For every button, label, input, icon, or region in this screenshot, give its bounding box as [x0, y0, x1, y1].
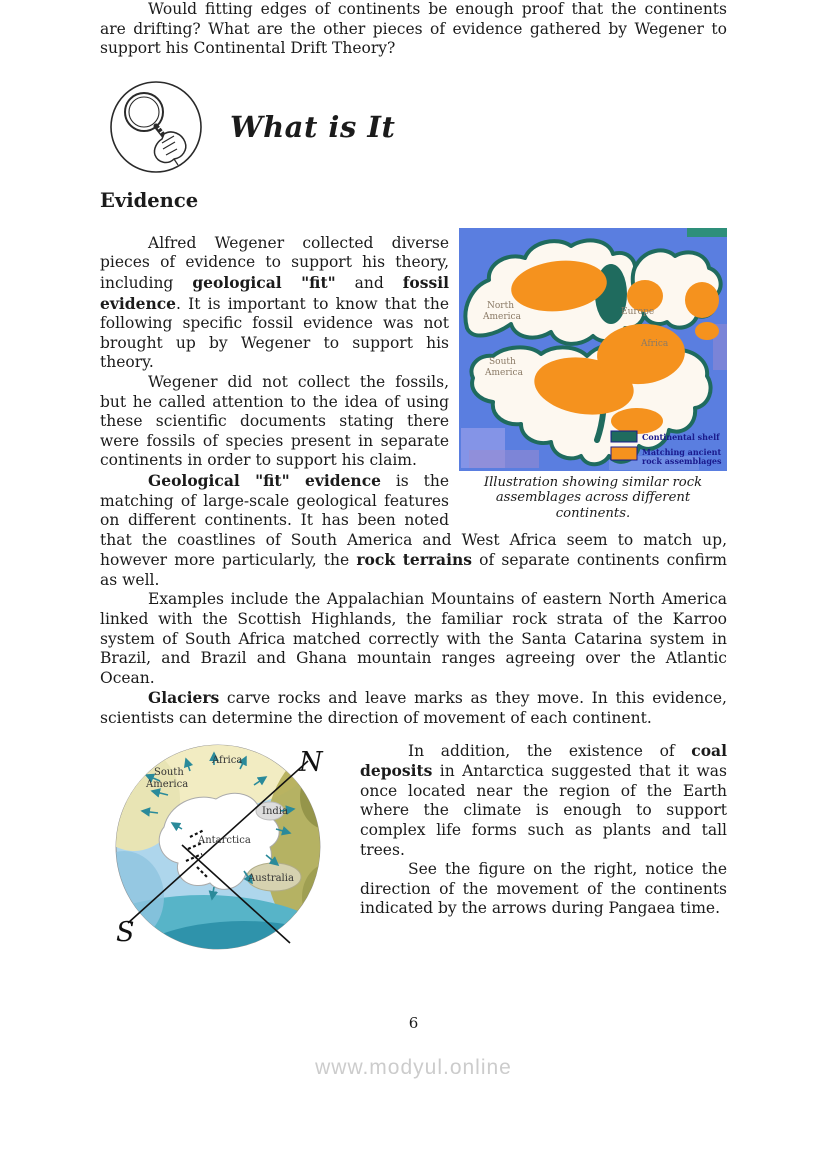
map-label-south-america-2: America [485, 367, 523, 378]
map-caption: Illustration showing similar rock assemblages across different continents. [483, 474, 703, 521]
intro-paragraph: Would fitting edges of continents be enough proof that the continents are drifting? What are the other pieces of evidence gathered by Wegener to support his Continental Drift Theory? [100, 0, 727, 58]
globe-label-australia: Australia [248, 872, 294, 884]
map-label-europe: Europe [621, 306, 655, 317]
globe-compass-north: N [299, 746, 323, 778]
magnifier-hand-icon [108, 79, 204, 175]
map-label-south-america: South [489, 356, 516, 367]
paragraph-geological-fit: Geological "fit" evidence is the matching of large-scale geological features on different continents. It has been noted that the coastlines of South America and West Africa seem to match up, however more particularly, the rock terrains of separate continents confirm as well. [100, 470, 728, 589]
evidence-section [100, 234, 727, 591]
evidence-heading: Evidence [100, 188, 199, 212]
paragraph-see-figure: See the figure on the right, notice the direction of the movement of the continents indicated by the arrows during Pangaea time. [360, 860, 727, 918]
globe-label-south-america-2: America [146, 778, 189, 790]
paragraph-coal-deposits: In addition, the existence of coal deposits in Antarctica suggested that it was once located near the region of the Earth where the climate is enough to support complex life forms such as plants and tall trees. [360, 740, 727, 859]
globe-label-south-america: South [154, 766, 184, 778]
legend-swatch-rock [611, 447, 637, 460]
globe-label-africa: Africa [212, 754, 243, 766]
rock-assemblage-figure [459, 228, 727, 522]
paragraph-fossils: Wegener did not collect the fossils, but he called attention to the idea of using these scientific documents stating there were fossils of species present in separate continents in order to support his claim. [100, 372, 449, 470]
page-number: 6 [408, 1013, 419, 1032]
legend-label-shelf: Continental shelf [642, 431, 720, 442]
map-label-north-america: North [487, 300, 515, 311]
what-is-it-header [108, 79, 727, 175]
legend-swatch-shelf [611, 431, 637, 442]
legend-label-rock-1: Matching ancient [642, 446, 722, 457]
globe-label-antarctica: Antarctica [198, 834, 251, 846]
globe-label-india: India [262, 805, 288, 817]
rock-assemblage-map [459, 228, 727, 471]
coal-deposit-section [100, 741, 727, 956]
map-label-north-america-2: America [483, 311, 521, 322]
page-content [100, 0, 727, 1080]
section-title: What is It [230, 109, 396, 144]
pangaea-globe-figure [94, 737, 346, 956]
paragraph-wegener-evidence: Alfred Wegener collected diverse pieces of evidence to support his theory, including geological "fit" and fossil evidence. It is important to know that the following specific fossil evidence was not brought up by Wegener to support his theory. [100, 233, 449, 372]
watermark-url: www.modyul.online [315, 1055, 512, 1079]
pangaea-globe [94, 737, 346, 952]
paragraph-glaciers: Glaciers carve rocks and leave marks as they move. In this evidence, scientists can determine the direction of movement of each continent. [100, 688, 727, 728]
legend-label-rock-2: rock assemblages [642, 455, 722, 466]
globe-compass-south: S [116, 916, 135, 948]
map-label-africa: Africa [641, 338, 669, 349]
paragraph-examples: Examples include the Appalachian Mountains of eastern North America linked with the Scottish Highlands, the familiar rock strata of the Karroo system of South Africa matched correctly with the Santa Catarina system in Brazil, and Brazil and Ghana mountain ranges agreeing over the Atlantic Ocean. [100, 590, 727, 687]
